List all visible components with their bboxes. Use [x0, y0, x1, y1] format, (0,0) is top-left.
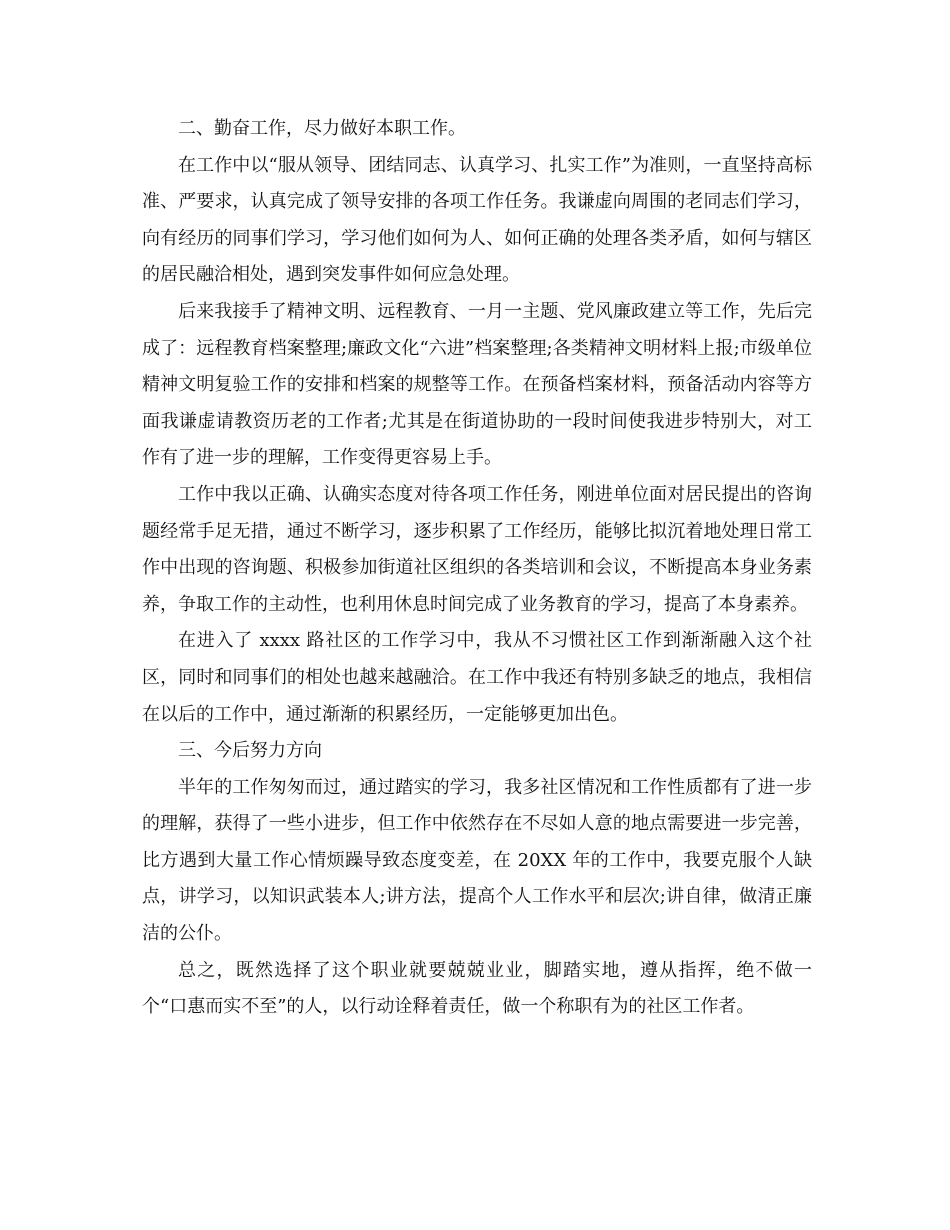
section-heading-work: 二、勤奋工作，尽力做好本职工作。: [178, 118, 466, 139]
paragraph: 后来我接手了精神文明、远程教育、一月一主题、党风廉政建立等工作，先后完成了：远程教育档案整理;廉政文化“六进”档案整理;各类精神文明材料上报;市级单位精神文明复验工作的安排和档案的规整等工作。在预备档案材料，预备活动内容等方面我谦虚请教资历老的工作者;尤其是在街道协助的一段时间使我进步特别大，对工作有了进一步的理解，工作变得更容易上手。: [142, 300, 812, 469]
paragraph: 在工作中以“服从领导、团结同志、认真学习、扎实工作”为准则，一直坚持高标准、严要求，认真完成了领导安排的各项工作任务。我谦虚向周围的老同志们学习，向有经历的同事们学习，学习他们如何为人、如何正确的处理各类矛盾，如何与辖区的居民融洽相处，遇到突发事件如何应急处理。: [142, 154, 812, 286]
section-heading-direction: 三、今后努力方向: [178, 740, 322, 762]
paragraph: 总之，既然选择了这个职业就要兢兢业业，脚踏实地，遵从指挥，绝不做一个“口惠而实不至”的人，以行动诠释着责任，做一个称职有为的社区工作者。: [142, 959, 812, 1018]
document-body: [142, 111, 812, 1026]
paragraph: 在进入了 xxxx 路社区的工作学习中，我从不习惯社区工作到渐渐融入这个社区，同时和同事们的相处也越来越融洽。在工作中我还有特别多缺乏的地点，我相信在以后的工作中，通过渐渐的积累经历，一定能够更加出色。: [142, 630, 812, 725]
paragraph: 半年的工作匆匆而过，通过踏实的学习，我多社区情况和工作性质都有了进一步的理解，获得了一些小进步，但工作中依然存在不尽如人意的地点需要进一步完善，比方遇到大量工作心情烦躁导致态度变差，在 20XX 年的工作中，我要克服个人缺点，讲学习，以知识武装本人;讲方法，提高个人工作水平和层次;讲自律，做清正廉洁的公仆。: [142, 776, 812, 945]
paragraph: 工作中我以正确、认确实态度对待各项工作任务，刚进单位面对居民提出的咨询题经常手足无措，通过不断学习，逐步积累了工作经历，能够比拟沉着地处理日常工作中出现的咨询题、积极参加街道社区组织的各类培训和会议，不断提高本身业务素养，争取工作的主动性，也利用休息时间完成了业务教育的学习，提高了本身素养。: [142, 483, 812, 615]
